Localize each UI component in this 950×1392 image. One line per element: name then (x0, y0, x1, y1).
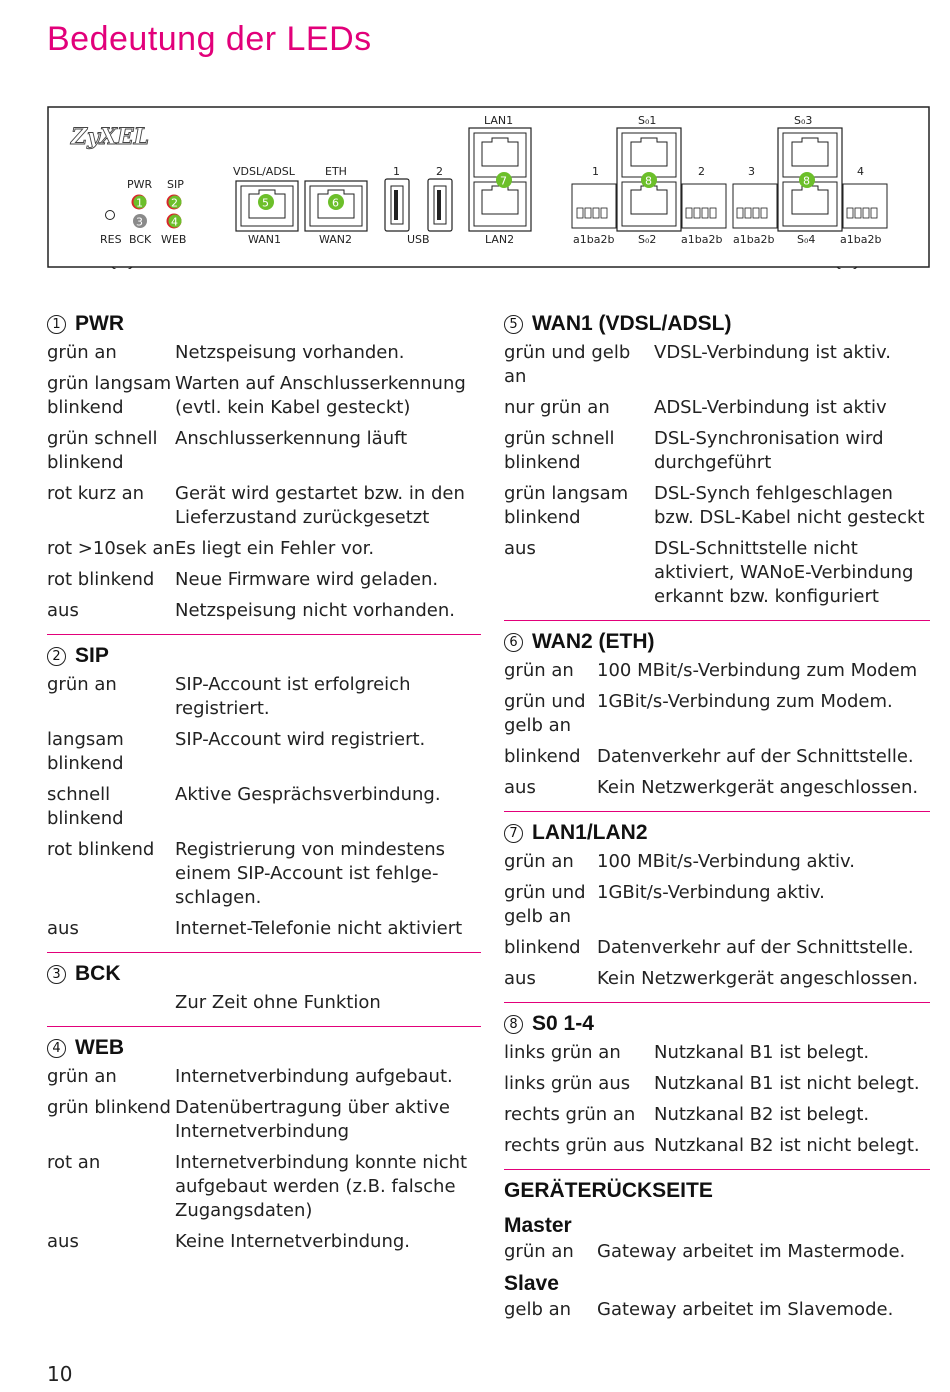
led-state-row (504, 776, 930, 800)
led-meaning: Kein Netzwerkgerät angeschlossen. (597, 777, 919, 798)
led-state: rot blinkend (47, 839, 155, 860)
port-label-usb2: 2 (436, 165, 443, 178)
led-state-row (47, 1151, 481, 1223)
marker-6: 6 (332, 196, 339, 210)
brand-logo: ZyXEL (71, 124, 150, 150)
section-s0 (504, 1009, 930, 1170)
led-meaning: Nutzkanal B2 ist nicht belegt. (654, 1135, 920, 1156)
led-meaning: Nutzkanal B1 ist nicht belegt. (654, 1073, 920, 1094)
led-state (47, 991, 175, 1015)
led-meaning: Es liegt ein Fehler vor. (175, 538, 375, 559)
port-label-2: 2 (698, 165, 705, 178)
led-state-row (504, 659, 930, 683)
led-state: grün an (47, 674, 117, 695)
led-state-row (504, 690, 930, 738)
slave-state: gelb an (504, 1299, 572, 1320)
led-state: grün langsam blinkend (47, 373, 172, 418)
led-label-res: RES (100, 233, 122, 246)
section-number-wan1: 5 (504, 315, 523, 334)
led-state-row (504, 881, 930, 929)
marker-2: 2 (171, 196, 178, 210)
led-meaning: Keine Internetverbindung. (175, 1231, 411, 1252)
led-state: rot >10sek an (47, 538, 175, 559)
port-label-s04: S₀4 (797, 233, 816, 246)
led-state-row (47, 341, 481, 365)
led-state-row (504, 1041, 930, 1065)
section-title-sip (47, 641, 481, 671)
device-front-panel (47, 106, 930, 269)
port-label-s03: S₀3 (794, 114, 813, 127)
led-state-row (504, 427, 930, 475)
section-number-wan2: 6 (504, 633, 523, 652)
led-meaning: Internetverbindung konnte nicht aufgebaut werden (z.B. falsche Zugangsdaten) (175, 1152, 468, 1221)
port-label-lan2: LAN2 (485, 233, 515, 246)
led-state-row (504, 482, 930, 530)
led-state: rot an (47, 1152, 101, 1173)
led-state: grün an (504, 851, 574, 872)
led-state: rot kurz an (47, 483, 145, 504)
led-meaning: Aktive Gesprächsverbindung. (175, 784, 441, 805)
section-number-web: 4 (47, 1039, 66, 1058)
led-label-bck: BCK (129, 233, 152, 246)
section-number-pwr: 1 (47, 315, 66, 334)
section-wan1 (504, 309, 930, 621)
port-label-1: 1 (592, 165, 599, 178)
led-meaning: VDSL-Verbindung ist aktiv. (654, 342, 892, 363)
section-heading-wan2: WAN2 (ETH) (532, 630, 655, 653)
section-number-sip: 2 (47, 647, 66, 666)
led-state: aus (504, 538, 536, 559)
led-state: blinkend (504, 937, 581, 958)
led-state-row (47, 917, 481, 941)
led-meaning: Anschlusserkennung läuft (175, 428, 408, 449)
led-state-row (504, 341, 930, 389)
led-meaning: Kein Netzwerkgerät angeschlossen. (597, 968, 919, 989)
led-state: blinkend (504, 746, 581, 767)
port-label-eth: ETH (325, 165, 347, 178)
led-state-row (47, 1096, 481, 1144)
led-meaning: Internetverbindung aufgebaut. (175, 1066, 453, 1087)
led-state-row (47, 1065, 481, 1089)
led-state-row (504, 850, 930, 874)
led-meaning: Warten auf Anschlusserkennung (evtl. kein Kabel gesteckt) (175, 373, 466, 418)
led-state-row (504, 396, 930, 420)
led-meaning: Nutzkanal B1 ist belegt. (654, 1042, 870, 1063)
led-state-row (504, 936, 930, 960)
page-title: Bedeutung der LEDs (47, 20, 372, 58)
led-state: aus (47, 1231, 79, 1252)
slave-row (504, 1298, 930, 1322)
section-number-bck: 3 (47, 965, 66, 984)
port-label-a1ba2b-4: a1ba2b (840, 233, 882, 246)
marker-4: 4 (171, 215, 178, 229)
led-meaning: 100 MBit/s-Verbindung zum Modem (597, 660, 918, 681)
marker-8a: 8 (645, 174, 652, 188)
right-column (504, 305, 930, 1339)
led-meaning: 100 MBit/s-Verbindung aktiv. (597, 851, 856, 872)
led-state: grün an (47, 342, 117, 363)
led-state-row (504, 1072, 930, 1096)
led-meaning: Internet-Telefonie nicht aktiviert (175, 918, 463, 939)
master-title: Master (504, 1214, 572, 1237)
section-bck (47, 959, 481, 1027)
led-state-row (47, 537, 481, 561)
led-state: aus (47, 600, 79, 621)
marker-1: 1 (136, 196, 143, 210)
section-heading-lan: LAN1/LAN2 (532, 821, 648, 844)
led-state: aus (504, 968, 536, 989)
led-state-row (47, 482, 481, 530)
led-state: rot blinkend (47, 569, 155, 590)
port-label-wan2: WAN2 (319, 233, 353, 246)
led-state: rechts grün aus (504, 1135, 645, 1156)
led-state: grün und gelb an (504, 342, 631, 387)
led-label-pwr: PWR (127, 178, 153, 191)
port-label-wan1: WAN1 (248, 233, 282, 246)
marker-7: 7 (500, 174, 507, 188)
led-state-row (504, 745, 930, 769)
slave-desc: Gateway arbeitet im Slavemode. (597, 1299, 894, 1320)
led-state: grün langsam blinkend (504, 483, 629, 528)
section-web (47, 1033, 481, 1265)
slave-title: Slave (504, 1272, 559, 1295)
led-label-web: WEB (161, 233, 187, 246)
section-heading-web: WEB (75, 1036, 124, 1059)
led-meaning: Registrierung von mindestens einem SIP-Account ist fehlge-schlagen. (175, 839, 446, 908)
led-meaning: 1GBit/s-Verbindung zum Modem. (597, 691, 893, 712)
led-state-row (47, 991, 481, 1015)
led-meaning: Netzspeisung vorhanden. (175, 342, 405, 363)
led-meaning: Neue Firmware wird geladen. (175, 569, 439, 590)
section-heading-wan1: WAN1 (VDSL/ADSL) (532, 312, 732, 335)
led-state-row (47, 783, 481, 831)
led-state: grün und gelb an (504, 691, 586, 736)
section-wan2 (504, 627, 930, 812)
led-state: schnell blinkend (47, 784, 124, 829)
section-title-wan2 (504, 627, 930, 657)
section-number-s0: 8 (504, 1015, 523, 1034)
marker-5: 5 (262, 196, 269, 210)
led-meaning: SIP-Account wird registriert. (175, 729, 426, 750)
led-state-row (47, 838, 481, 910)
master-state: grün an (504, 1241, 574, 1262)
led-label-sip: SIP (167, 178, 184, 191)
master-row (504, 1240, 930, 1264)
section-number-lan: 7 (504, 824, 523, 843)
port-label-a1ba2b-2: a1ba2b (681, 233, 723, 246)
led-state: langsam blinkend (47, 729, 124, 774)
section-heading-sip: SIP (75, 644, 109, 667)
port-label-a1ba2b-1: a1ba2b (573, 233, 615, 246)
led-state-row (47, 372, 481, 420)
led-state: grün an (47, 1066, 117, 1087)
led-state: grün und gelb an (504, 882, 586, 927)
master-desc: Gateway arbeitet im Mastermode. (597, 1241, 906, 1262)
marker-3: 3 (136, 215, 143, 229)
led-state-row (47, 599, 481, 623)
led-meaning: Zur Zeit ohne Funktion (175, 992, 381, 1013)
port-label-s01: S₀1 (638, 114, 657, 127)
left-column (47, 305, 481, 1271)
led-meaning: Nutzkanal B2 ist belegt. (654, 1104, 870, 1125)
section-title-pwr (47, 309, 481, 339)
port-label-4: 4 (857, 165, 864, 178)
led-state-row (504, 1103, 930, 1127)
port-label-a1ba2b-3: a1ba2b (733, 233, 775, 246)
led-meaning: DSL-Synchronisation wird durchgeführt (654, 428, 884, 473)
led-state-row (504, 1134, 930, 1158)
led-state: grün an (504, 660, 574, 681)
led-state: aus (504, 777, 536, 798)
led-meaning: SIP-Account ist erfolgreich registriert. (175, 674, 411, 719)
led-meaning: Datenübertragung über aktive Internetverbindung (175, 1097, 450, 1142)
led-meaning: Datenverkehr auf der Schnittstelle. (597, 937, 914, 958)
section-pwr (47, 309, 481, 635)
section-sip (47, 641, 481, 953)
led-state: aus (47, 918, 79, 939)
port-label-usb1: 1 (393, 165, 400, 178)
section-heading-pwr: PWR (75, 312, 124, 335)
port-label-usb: USB (407, 233, 430, 246)
led-state-row (47, 1230, 481, 1254)
led-state-row (47, 673, 481, 721)
led-state-row (504, 967, 930, 991)
led-state-row (504, 537, 930, 609)
section-heading-s0: S0 1-4 (532, 1012, 594, 1035)
led-state: grün schnell blinkend (47, 428, 158, 473)
page-number: 10 (47, 1362, 73, 1386)
section-title-bck (47, 959, 481, 989)
led-state: links grün aus (504, 1073, 631, 1094)
marker-8b: 8 (803, 174, 810, 188)
led-meaning: DSL-Synch fehlgeschlagen bzw. DSL-Kabel nicht gesteckt (654, 483, 925, 528)
led-meaning: Datenverkehr auf der Schnittstelle. (597, 746, 914, 767)
led-state-row (47, 568, 481, 592)
led-state: links grün an (504, 1042, 621, 1063)
led-state: rechts grün an (504, 1104, 636, 1125)
port-label-vdsl: VDSL/ADSL (233, 165, 295, 178)
led-state-row (47, 728, 481, 776)
port-label-s02: S₀2 (638, 233, 657, 246)
section-title-web (47, 1033, 481, 1063)
section-rueckseite (504, 1176, 930, 1333)
section-title-s0 (504, 1009, 930, 1039)
section-title-lan (504, 818, 930, 848)
led-meaning: ADSL-Verbindung ist aktiv (654, 397, 887, 418)
port-label-lan1: LAN1 (484, 114, 514, 127)
port-label-3: 3 (748, 165, 755, 178)
led-state: grün schnell blinkend (504, 428, 615, 473)
led-meaning: 1GBit/s-Verbindung aktiv. (597, 882, 825, 903)
led-state: nur grün an (504, 397, 610, 418)
led-meaning: Netzspeisung nicht vorhanden. (175, 600, 455, 621)
section-heading-bck: BCK (75, 962, 121, 985)
section-lan (504, 818, 930, 1003)
section-title-wan1 (504, 309, 930, 339)
section-title-rueckseite: GERÄTERÜCKSEITE (504, 1179, 713, 1202)
led-state: grün blinkend (47, 1097, 171, 1118)
led-meaning: DSL-Schnittstelle nicht aktiviert, WANoE-Verbindung erkannt bzw. konfiguriert (654, 538, 914, 607)
led-meaning: Gerät wird gestartet bzw. in den Lieferzustand zurückgesetzt (175, 483, 465, 528)
led-state-row (47, 427, 481, 475)
